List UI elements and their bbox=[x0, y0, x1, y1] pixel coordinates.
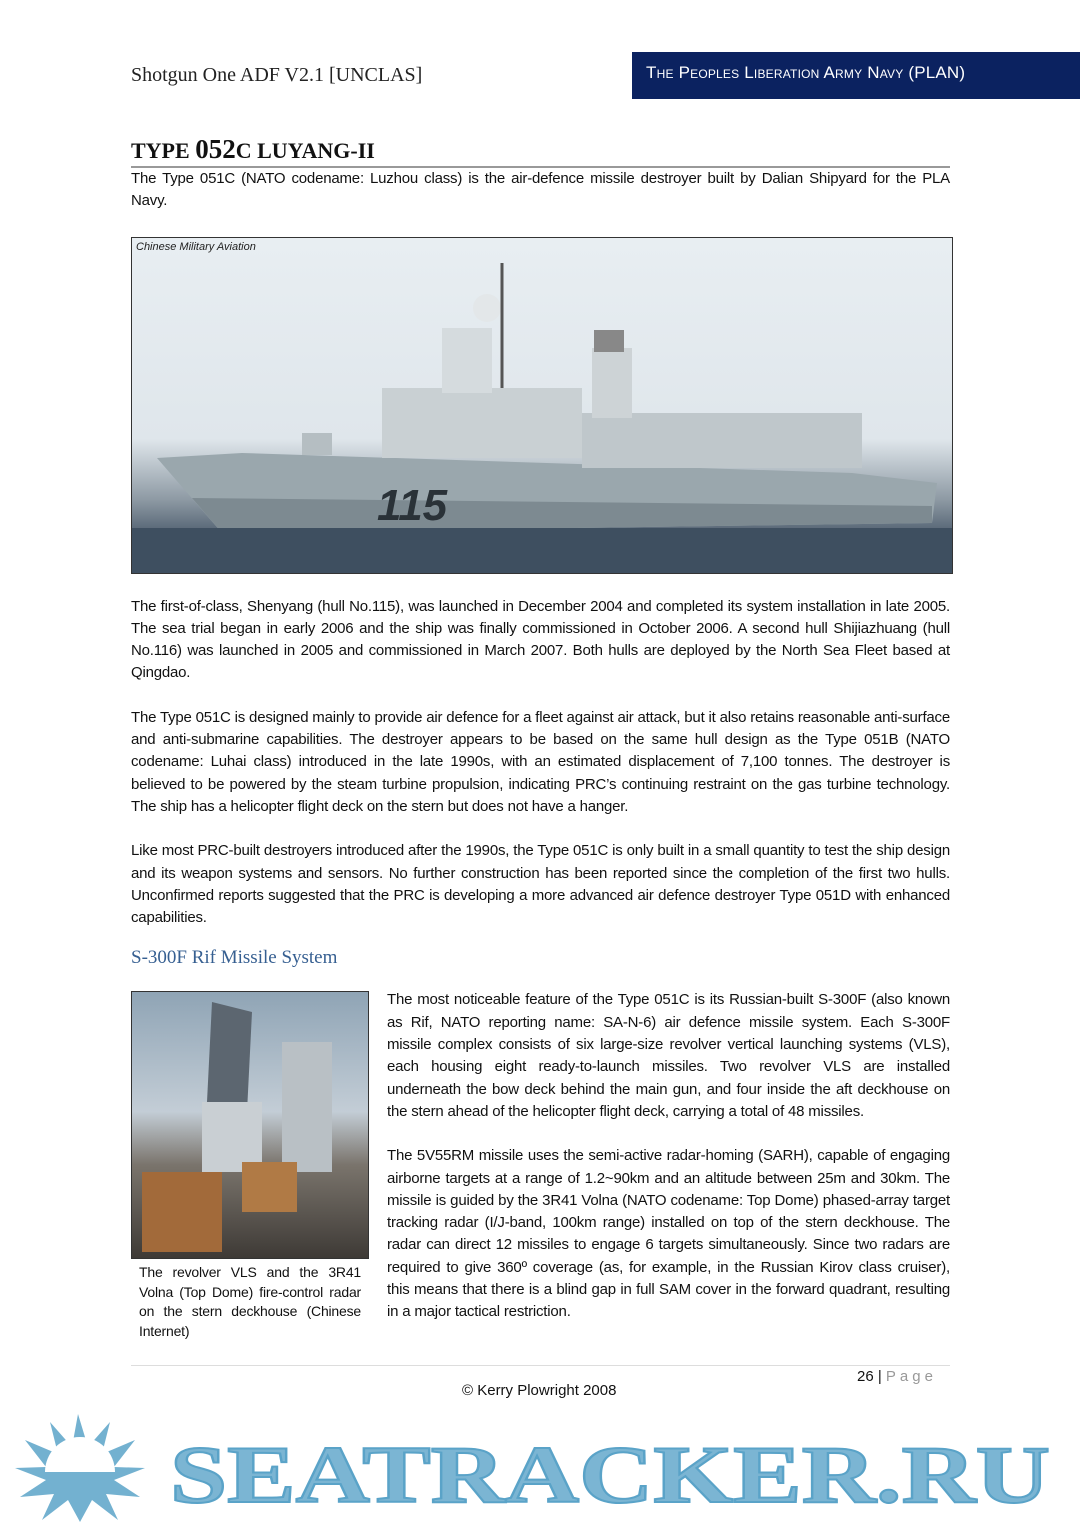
seatracker-watermark bbox=[0, 1412, 1080, 1522]
photo-caption: The revolver VLS and the 3R41 Volna (Top Dome) fire-control radar on the stern deckhouse (Chinese Internet) bbox=[139, 1264, 361, 1339]
section-paragraph: The 5V55RM missile uses the semi-active radar-homing (SARH), capable of engaging airborne targets at a range of 1.2~90km and an altitude between 25m and 30km. The missile is guided by the 3R41 Volna (NATO codename: Top Dome) phased-array target tracking radar (I/J-band, 100km range) installed on top of the stern deckhouse. The radar can direct 12 missiles to engage 6 targets simultaneously. Since two radars are required to give 360º coverage (as, for example, in the Russian Kirov class cruiser), this means that there is a blind gap in full SAM cover in the forward quadrant, resulting in a major tactical restriction. bbox=[387, 1147, 950, 1321]
body-paragraph: Like most PRC-built destroyers introduced after the 1990s, the Type 051C is only built in a small quantity to test the ship design and its weapon systems and sensors. No further construction has been reported since the completion of the first two hulls. Unconfirmed reports suggested that the PRC is developing a more advanced air defence destroyer Type 051D with enhanced capabilities. bbox=[131, 842, 950, 927]
section-heading: S-300F Rif Missile System bbox=[131, 947, 338, 969]
text-column bbox=[387, 989, 950, 1323]
body-paragraph: The Type 051C is designed mainly to provide air defence for a fleet against air attack, but it also retains reasonable anti-surface and anti-submarine capabilities. The destroyer appears to be based on the same hull design as the Type 051B (NATO codename: Luhai class) introduced in the late 1990s, with an estimated displacement of 7,100 tonnes. The destroyer is believed to be powered by the steam turbine propulsion, indicating PRC’s continuing restraint on the gas turbine technology. The ship has a helicopter flight deck on the stern but does not have a hanger. bbox=[131, 708, 951, 815]
footer bbox=[131, 1365, 950, 1408]
section-body bbox=[131, 991, 950, 1341]
footer-page-number: 26 | Page bbox=[857, 1368, 937, 1386]
header-section-banner: The Peoples Liberation Army Navy (PLAN) bbox=[632, 52, 1080, 99]
page-label: Page bbox=[885, 1368, 937, 1386]
header-document-title: Shotgun One ADF V2.1 [UNCLAS] bbox=[131, 64, 423, 86]
section-paragraph: The most noticeable feature of the Type 051C is its Russian-built S-300F (also known as Rif, NATO reporting name: SA-N-6) air defence missile system. Each S-300F missile complex consists of six large-size revolver vertical launching systems (VLS), each housing eight ready-to-launch missiles. Two revolver VLS are installed underneath the bow deck behind the main gun, and four inside the aft deckhouse on the stern ahead of the helicopter flight deck, carrying a total of 48 missiles. bbox=[387, 991, 950, 1120]
page-content bbox=[131, 0, 950, 1408]
title-prefix: TYPE bbox=[131, 138, 196, 163]
title-number: 052 bbox=[195, 134, 236, 164]
photo-column bbox=[131, 991, 368, 1341]
body-paragraph: The first-of-class, Shenyang (hull No.115), was launched in December 2004 and completed its system installation in late 2005. The sea trial began in early 2006 and the ship was finally commissioned in October 2006. A second hull Shijiazhuang (hull No.116) was launched in 2005 and commissioned in March 2007. Both hulls are deployed by the North Sea Fleet based at Qingdao. bbox=[131, 597, 950, 682]
ship-photo bbox=[131, 237, 953, 574]
photo-credit: Chinese Military Aviation bbox=[136, 240, 256, 253]
radar-illustration bbox=[132, 992, 368, 1258]
destroyer-illustration bbox=[132, 238, 952, 573]
page-number: 26 bbox=[857, 1368, 874, 1386]
hull-number: 115 bbox=[377, 480, 448, 530]
vls-radar-photo bbox=[131, 991, 369, 1259]
title-suffix: C LUYANG-II bbox=[235, 138, 375, 163]
watermark-text: SEATRACKER.RU bbox=[170, 1429, 1050, 1521]
intro-paragraph: The Type 051C (NATO codename: Luzhou class) is the air-defence missile destroyer built by Dalian Shipyard for the PLA Navy. bbox=[131, 170, 950, 210]
page-title bbox=[131, 134, 950, 168]
footer-copyright: © Kerry Plowright 2008 bbox=[462, 1382, 617, 1400]
